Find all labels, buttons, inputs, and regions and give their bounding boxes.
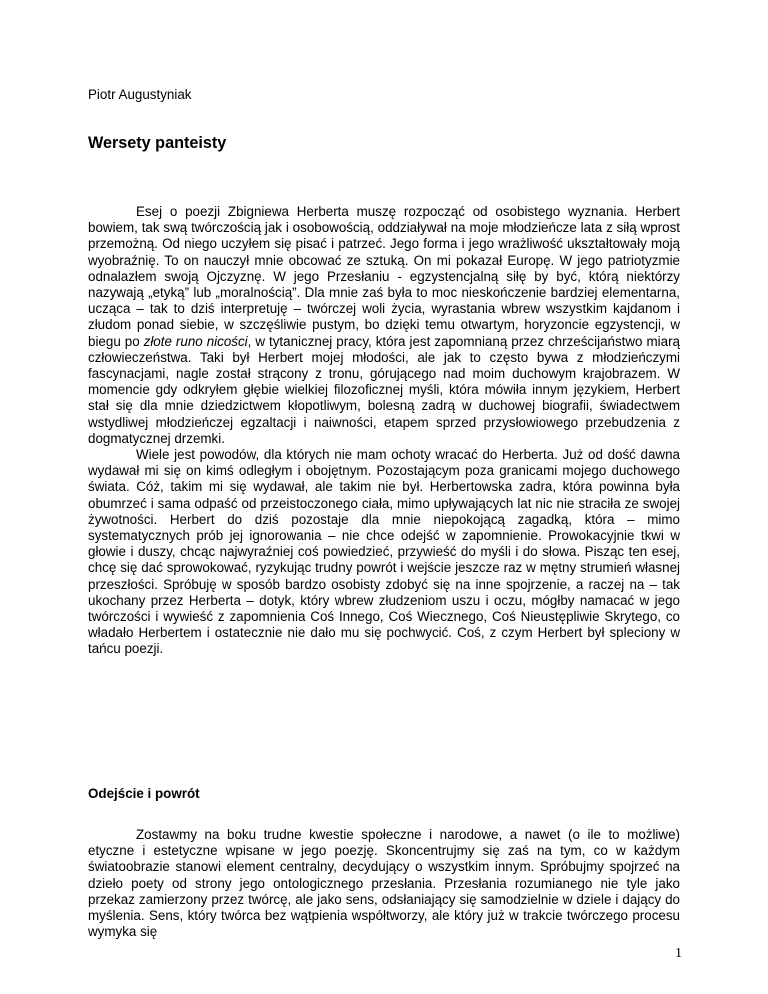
paragraph-1-italic-phrase: złote runo nicości [143, 333, 248, 349]
author-name: Piotr Augustyniak [88, 87, 192, 102]
intro-section [88, 204, 680, 658]
section-heading: Odejście i powrót [88, 786, 200, 801]
paragraph-1 [88, 204, 680, 447]
page-number: 1 [675, 946, 682, 961]
section-body [88, 827, 680, 940]
paragraph-3: Zostawmy na boku trudne kwestie społeczne i narodowe, a nawet (o ile to możliwe) etyczne i estetyczne wpisane w jego poezję. Skoncentrujmy się zaś na tym, co w każdym światoobrazie stanowi element centralny, decydujący o wszystkim innym. Spróbujmy spojrzeć na dzieło poety od strony jego ontologicznego przesłania. Przesłania rozumianego nie tyle jako przekaz zamierzony przez twórcę, ale jako sens, odsłaniający się samodzielnie w dziele i dający do myślenia. Sens, który twórca bez wątpienia współtworzy, ale który już w trakcie twórczego procesu wymyka się [88, 827, 680, 940]
essay-title: Wersety panteisty [88, 134, 227, 152]
paragraph-1-text-b: , w tytanicznej pracy, która jest zapomnianą przez chrześcijaństwo miarą człowieczeństwa. Taki był Herbert mojej młodości, ale jak to często bywa z młodzieńczymi fascynacjami, nagle został strącony z tronu, górującego nad moim duchowym krajobrazem. W momencie gdy odkryłem głębie wielkiej filozoficznej myśli, która mówiła innym językiem, Herbert stał się dla mnie dziedzictwem kłopotliwym, bolesną zadrą w duchowej biografii, świadectwem wstydliwej młodzieńczej egzaltacji i naiwności, etapem sprzed przysłowiowego przebudzenia z dogmatycznej drzemki. [88, 333, 680, 446]
paragraph-1-text-a: Esej o poezji Zbigniewa Herberta muszę rozpocząć od osobistego wyznania. Herbert bowiem, tak swą twórczością jak i osobowością, oddziaływał na moje młodzieńcze lata z siłą wprost przemożną. Od niego uczyłem się pisać i patrzeć. Jego forma i jego wrażliwość ukształtowały moją wyobraźnię. To on nauczył mnie obcować ze sztuką. On mi pokazał Europę. W jego patriotyzmie odnalazłem swoją Ojczyznę. W jego Przesłaniu - egzystencjalną siłę by być, którą niektórzy nazywają „etyką” lub „moralnością”. Dla mnie zaś była to moc nieskończenie bardziej elementarna, ucząca – tak to dziś interpretuję – twórczej woli życia, wyrastania wbrew wszystkim kajdanom i złudom ponad siebie, w szczęśliwie pustym, bo dzięki temu otwartym, horyzoncie egzystencji, w biegu po [88, 204, 680, 349]
paragraph-2: Wiele jest powodów, dla których nie mam ochoty wracać do Herberta. Już od dość dawna wydawał mi się on kimś odległym i obojętnym. Pozostającym poza granicami mojego duchowego świata. Cóż, takim mi się wydawał, ale takim nie był. Herbertowska zadra, która powinna była obumrzeć i sama odpaść od przeistoczonego ciała, mimo upływających lat nic nie straciła ze swojej żywotności. Herbert do dziś pozostaje dla mnie niepokojącą zagadką, która – mimo systematycznych prób jej ignorowania – nie chce odejść w zapomnienie. Prowokacyjnie tkwi w głowie i duszy, chcąc najwyraźniej coś powiedzieć, przywieść do myśli i do słowa. Pisząc ten esej, chcę się dać sprowokować, ryzykując trudny powrót i wejście jeszcze raz w mętny strumień własnej przeszłości. Spróbuję w sposób bardzo osobisty zdobyć się na inne spojrzenie, a raczej na – tak ukochany przez Herberta – dotyk, który wbrew złudzeniom uszu i oczu, mógłby namacać w jego twórczości i wywieść z zapomnienia Coś Innego, Coś Wiecznego, Coś Nieustępliwie Skrytego, co władało Herbertem i ostatecznie nie dało mu się pochwycić. Coś, z czym Herbert był spleciony w tańcu poezji. [88, 447, 680, 657]
